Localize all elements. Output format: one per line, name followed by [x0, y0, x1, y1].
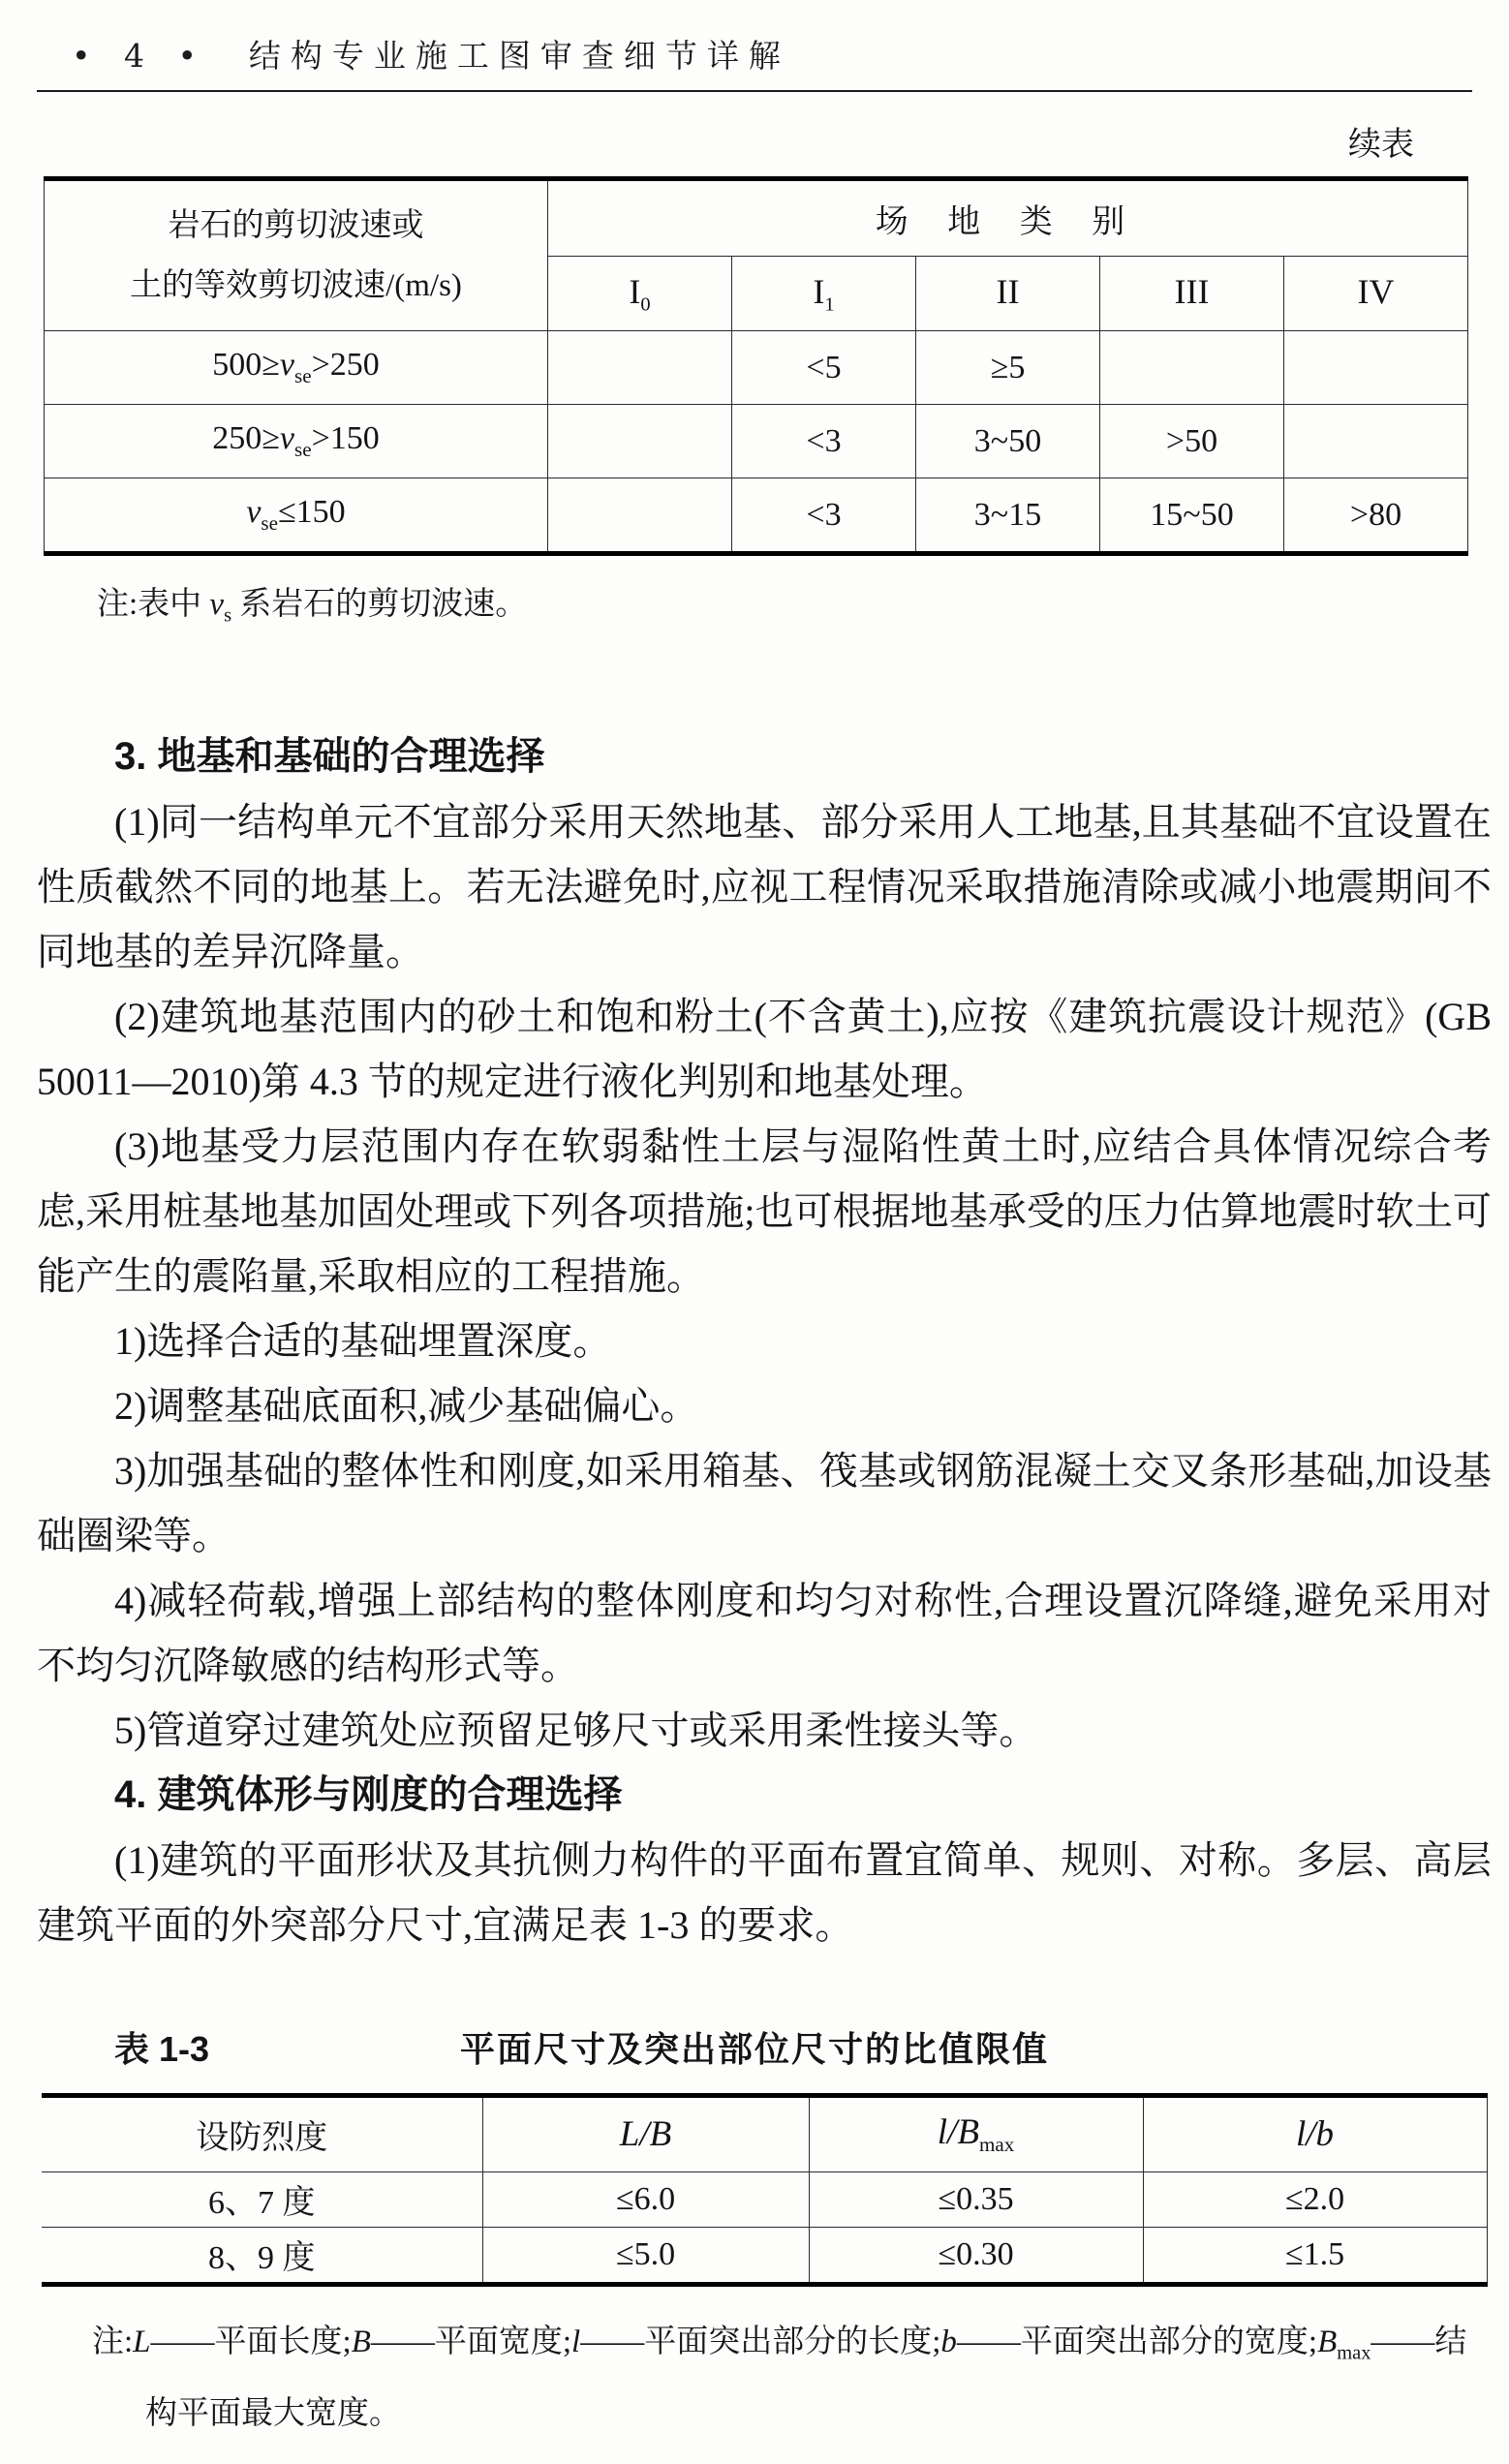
table-cell: ≤5.0 — [482, 2227, 809, 2284]
running-head — [72, 31, 1470, 77]
table-cell — [548, 405, 732, 478]
col-header-site-class-II: II — [916, 257, 1100, 331]
list-item-paragraph: 5)管道穿过建筑处应预留足够尺寸或采用柔性接头等。 — [114, 1708, 1038, 1752]
table-cell — [548, 478, 732, 554]
header-rule — [37, 90, 1472, 92]
book-page — [0, 31, 1509, 2464]
book-title: 结构专业施工图审查细节详解 — [248, 40, 790, 75]
table-cell: 3~50 — [916, 405, 1100, 478]
list-item-paragraph: 3)加强基础的整体性和刚度,如采用箱基、筏基或钢筋混凝土交叉条形基础,加设基础圈梁等。 — [37, 1448, 1492, 1557]
list-item-paragraph: 2)调整基础底面积,减少基础偏心。 — [114, 1383, 699, 1428]
table-row — [45, 405, 1468, 478]
body-text — [0, 724, 1509, 1957]
page-number-marker: • 4 • — [72, 37, 208, 75]
table-header-group-row — [45, 179, 1468, 257]
table-cell — [1284, 405, 1468, 478]
table-cell: >50 — [1100, 405, 1284, 478]
site-class-table-note: 注:表中 $v_s$ 系岩石的剪切波速。 — [97, 587, 528, 627]
section-heading-4: 4. 建筑体形与刚度的合理选择 — [114, 1772, 623, 1816]
table-cell — [1100, 331, 1284, 405]
col-header-lb-ratio: l/b — [1143, 2095, 1487, 2171]
col-header-site-class-I1: $I_1$ — [732, 257, 916, 331]
list-item-paragraph: 1)选择合适的基础埋置深度。 — [114, 1318, 612, 1363]
table-cell: 8、9 度 — [42, 2227, 482, 2284]
col-header-shear-wave-velocity — [45, 179, 548, 331]
table-header-row — [42, 2095, 1487, 2171]
table-row — [42, 2171, 1487, 2227]
table-cell: ≥5 — [916, 331, 1100, 405]
projection-length-variable-l: l — [571, 2324, 581, 2359]
table-cell: <3 — [732, 405, 916, 478]
max-width-variable-Bmax: B — [1317, 2324, 1338, 2359]
row-condition-cell: $500\ge v_{se}>250$ — [45, 331, 548, 405]
col-header-fortification-intensity: 设防烈度 — [42, 2095, 482, 2171]
col-header-line1: 岩石的剪切波速或 — [168, 208, 424, 243]
ratio-limit-table — [42, 2093, 1488, 2287]
col-header-site-class-IV: IV — [1284, 257, 1468, 331]
table-cell: <5 — [732, 331, 916, 405]
col-header-line2: 土的等效剪切波速/(m/s) — [130, 268, 462, 303]
col-header-lBmax-ratio: $l/B_{max}$ — [809, 2095, 1143, 2171]
list-item-paragraph: 4)减轻荷载,增强上部结构的整体刚度和均匀对称性,合理设置沉降缝,避免采用对不均匀沉降敏感的结构形式等。 — [37, 1578, 1492, 1687]
table-cell: <3 — [732, 478, 916, 554]
table-cell — [548, 331, 732, 405]
table-row — [45, 478, 1468, 554]
velocity-variable: v — [209, 587, 225, 622]
table-cell: >80 — [1284, 478, 1468, 554]
velocity-variable: v — [279, 347, 294, 384]
site-class-table — [44, 176, 1468, 556]
col-group-header-site-category: 场 地 类 别 — [548, 179, 1468, 257]
col-header-site-class-III: III — [1100, 257, 1284, 331]
table-cell — [1284, 331, 1468, 405]
table-cell: ≤6.0 — [482, 2171, 809, 2227]
table-cell: 3~15 — [916, 478, 1100, 554]
velocity-variable: v — [279, 420, 294, 457]
table-row — [45, 331, 1468, 405]
table-cell: 6、7 度 — [42, 2171, 482, 2227]
section-heading-3: 3. 地基和基础的合理选择 — [114, 734, 545, 778]
paragraph: (3)地基受力层范围内存在软弱黏性土层与湿陷性黄土时,应结合具体情况综合考虑,采用桩基地基加固处理或下列各项措施;也可根据地基承受的压力估算地震时软土可能产生的震陷量,采取相应的工程措施。 — [37, 1124, 1492, 1298]
col-header-LB-ratio: L/B — [482, 2095, 809, 2171]
table-cell: 15~50 — [1100, 478, 1284, 554]
length-variable-L: L — [133, 2324, 151, 2359]
col-header-site-class-I0: $I_0$ — [548, 257, 732, 331]
velocity-variable: v — [246, 494, 262, 531]
projection-width-variable-b: b — [940, 2324, 957, 2359]
table-cell: ≤2.0 — [1143, 2171, 1487, 2227]
table-cell: ≤0.30 — [809, 2227, 1143, 2284]
table-caption-label: 表 1-3 — [114, 2028, 210, 2069]
table-cell: ≤0.35 — [809, 2171, 1143, 2227]
table-row — [42, 2227, 1487, 2284]
paragraph: (1)同一结构单元不宜部分采用天然地基、部分采用人工地基,且其基础不宜设置在性质截然不同的地基上。若无法避免时,应视工程情况采取措施清除或减小地震期间不同地基的差异沉降量。 — [37, 799, 1492, 973]
paragraph: (2)建筑地基范围内的砂土和饱和粉土(不含黄土),应按《建筑抗震设计规范》(GB 50011—2010)第 4.3 节的规定进行液化判别和地基处理。 — [37, 994, 1492, 1103]
width-variable-B: B — [351, 2324, 371, 2359]
table-caption-title: 平面尺寸及突出部位尺寸的比值限值 — [459, 2028, 1049, 2069]
continued-table-label: 续表 — [1348, 127, 1414, 163]
row-condition-cell: $250\ge v_{se}>150$ — [45, 405, 548, 478]
paragraph: (1)建筑的平面形状及其抗侧力构件的平面布置宜简单、规则、对称。多层、高层建筑平面的外突部分尺寸,宜满足表 1-3 的要求。 — [37, 1837, 1492, 1947]
table-1-3-note: 注:L——平面长度;B——平面宽度;l——平面突出部分的长度;b——平面突出部分的宽度$;B_{max}——$结构平面最大宽度。 — [92, 2324, 1467, 2432]
row-condition-cell: $v_{se}\le 150$ — [45, 478, 548, 554]
table-1-3-caption — [0, 2025, 1509, 2074]
table-cell: ≤1.5 — [1143, 2227, 1487, 2284]
